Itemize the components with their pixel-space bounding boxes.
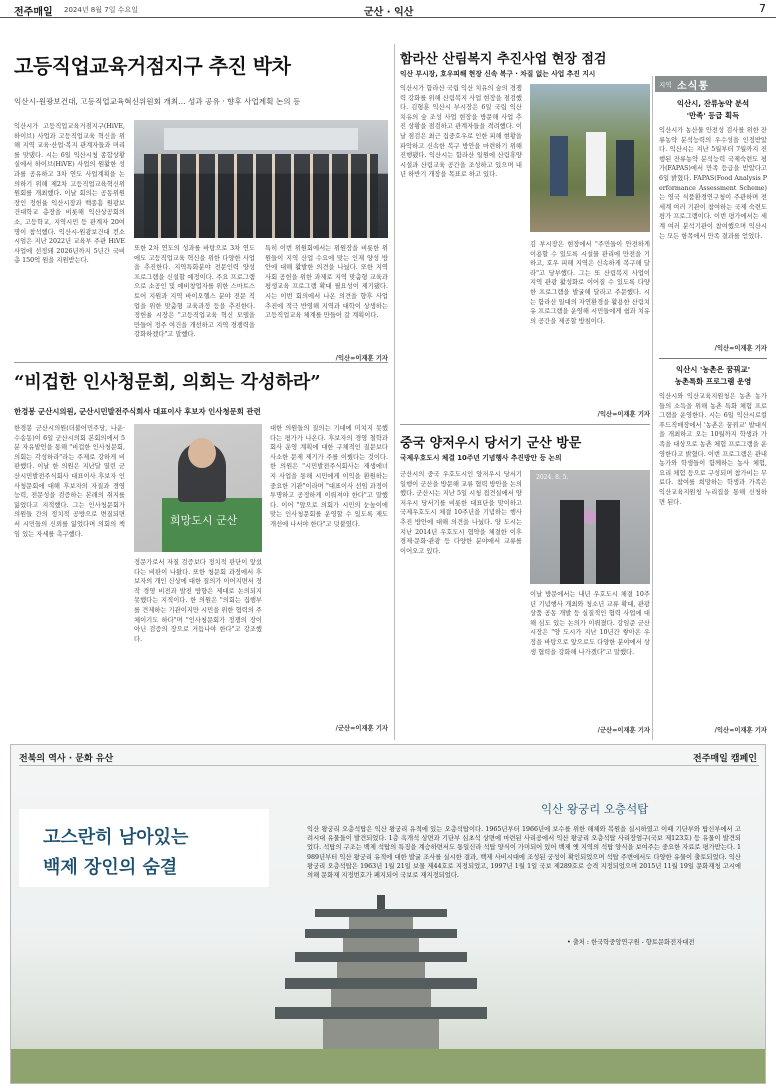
body-column-2: 이날 방문에서는 내년 우호도시 체결 10주년 기념행사 개최와 청소년 교류 확대, 관광 상품 공동 개발 등 실질적인 협력 사업에 대해 심도 있는 논의가 이뤄졌다. 강임준 군산시장은 "양 도시가 지난 10년간 쌓아온 우정을 바탕으로 앞으로도 다양한 분야에서 상생 협력을 강화해 나가겠다"고 말했다. — [530, 591, 650, 656]
site-inspection-photo — [530, 84, 650, 232]
body-column-3: 대한 의원들의 질의는 기대에 미치지 못했다는 평가가 나온다. 후보자의 경영 철학과 회사 운영 계획에 대한 구체적인 질문보다 사소한 문제 제기가 주를 이뤘다는 것이다. 한 의원은 "시민발전주식회사는 재생에너지 사업을 통해 시민에게 이익을 환원하는 중요한 기관"이라며 "대표이사 선임 과정이 투명하고 공정하게 이뤄져야 한다"고 말했다. 이어 "앞으로 의회가 시민의 눈높이에 맞는 인사청문회를 운영할 수 있도록 제도 개선에 나서야 한다"고 덧붙였다. — [270, 425, 388, 528]
divider — [394, 44, 395, 740]
byline: /익산=이재훈 기자 — [597, 411, 650, 418]
campaign-description: 익산 왕궁리 오층석탑은 익산 왕궁리 유적에 있는 오층석탑이다. 1965년부터 1966년에 보수를 위한 해체와 복원을 실시하였고 이때 기단부와 탑신부에서 고려시대 유물들이 발견되었다. 1층 옥개석 상면과 기단부 심초석 상면에 마련된 사리공에서 익산 왕궁리 오층석탑 사리장엄구(국보 제123호) 등 유물이 발견되었다. 석탑의 구조는 백제 석탑의 특징을 계승하면서도 통일신라 석탑 양식이 가미되어 있어 백제 옛 지역의 석탑 양식을 보여주는 중요한 자료로 평가받는다. 1989년부터 익산 왕궁리 유적에 대한 발굴 조사를 실시한 결과, 백제 사비시대에 조성된 궁성이 확인되었으며 석탑 주변에서도 다양한 유물이 출토되었다. 익산 왕궁리 오층석탑은 1963년 1월 21일 보물 제44호로 지정되었고, 1997년 1월 1일 국보 제289호로 승격 지정되었으며 2015년 11월 19일 문화재청 고시에 의해 문화재 지정번호가 폐지되어 국보로 재지정되었다. — [307, 826, 741, 880]
sidebar-header — [655, 76, 767, 92]
people-group — [144, 154, 378, 238]
issue-date: 2024년 8월 7일 수요일 — [64, 6, 138, 14]
headline: “비겁한 인사청문회, 의회는 각성하라” — [14, 372, 321, 393]
body-column-1: 군산시의 중국 우호도시인 양저우시 당서기 일행이 군산을 방문해 교류 협력 방안을 논의했다. 군산시는 지난 5일 시청 접견실에서 양저우시 당서기를 비롯한 대표단을 맞이하고 국제우호도시 체결 10주년을 기념하는 행사 추진 방안에 대해 의견을 나눴다. 양 도시는 지난 2014년 우호도시 협약을 체결한 이후 경제·문화·관광 등 다양한 분야에서 교류를 이어오고 있다. — [400, 471, 522, 555]
sidebar-header-label: 지역 — [659, 81, 672, 89]
pagoda-body-2 — [331, 989, 431, 1007]
councilor-photo — [134, 424, 262, 552]
pagoda-roof-3 — [295, 952, 467, 962]
heritage-campaign — [10, 744, 766, 1084]
body-column-2: 김 부시장은 현장에서 "주민들이 안전하게 이용할 수 있도록 시설물 관리에 만전을 기하고, 호우 피해 지역은 신속하게 복구해 달라"고 당부했다. 그는 또 산림복지 사업이 지역 관광 활성화로 이어질 수 있도록 다양한 프로그램을 발굴해 달라고 주문했다. 시는 함라산 일대의 자연환경을 활용한 산림치유 프로그램을 운영해 시민들에게 쉼과 치유의 공간을 제공할 방침이다. — [530, 241, 650, 325]
subheadline: 익산시-원광보건대, 고등직업교육혁신위원회 개최… 성과 공유 · 향후 사업계획 논의 등 — [14, 97, 301, 106]
meeting-photo — [134, 120, 388, 238]
campaign-source: • 출처 : 한국학중앙연구원 - 향토문화전자대전 — [567, 939, 695, 946]
sidebar-header-title: 소식통 — [677, 81, 709, 92]
pagoda-finial — [377, 895, 385, 909]
body-column-1: 익산시가 함라산 국립 익산 치유의 숲의 경쟁력 강화를 위해 산림복지 사업 현장을 점검했다. 김형훈 익산시 부시장은 6일 국립 익산 치유의 숲 조성 사업 현장을 방문해 사업 추진 상황을 점검하고 관계자들을 격려했다. 이날 점검은 최근 집중호우로 인한 피해 현황을 파악하고 신속한 복구 방안을 마련하기 위해 진행됐다. 익산시는 함라산 일원에 산림휴양 시설과 산림교육 공간을 조성하고 있으며 내년 하반기 개장을 목표로 하고 있다. — [400, 85, 522, 179]
inspector-figure — [550, 136, 568, 196]
paper-name: 전주매일 — [14, 7, 53, 18]
byline: /군산=이재훈 기자 — [597, 727, 650, 734]
divider — [400, 424, 650, 425]
news2-body: 익산시와 익산교육지원청은 농촌 농가들의 소득을 위해 농촌 특화 체험 프로그램을 운영한다. 시는 6일 익산시로컬푸드직매장에서 '농촌은 꿈꿔교' 발대식을 개최하고 오는 10월까지 학생과 가족을 대상으로 농촌 체험 프로그램을 운영한다고 밝혔다. 이번 프로그램은 관내 농가와 학생들이 함께하는 농사 체험, 요리 체험 등으로 구성되며 참가비는 무료다. 참여를 희망하는 학생과 가족은 익산교육지원청 누리집을 통해 신청하면 된다. — [659, 393, 767, 506]
news1-title: 익산시, 잔류농약 분석 — [676, 99, 750, 108]
headline: 함라산 산림복지 추진사업 현장 점검 — [400, 52, 607, 67]
news1-subtitle: '만족' 등급 획득 — [686, 111, 740, 120]
wall-banner — [164, 128, 358, 150]
article-forest-welfare — [400, 44, 650, 424]
visit-photo — [530, 470, 650, 584]
article-yangzhou-visit — [400, 428, 650, 740]
inspector-figure — [616, 140, 634, 196]
pagoda-roof-1 — [275, 1007, 487, 1019]
pagoda-body-4 — [343, 938, 419, 952]
page-number: 7 — [759, 2, 766, 15]
councilor-face — [188, 438, 216, 468]
article-hearing — [14, 366, 388, 736]
body-column-1: 한경봉 군산시의원(더불어민주당, 나운·수송동)이 6일 군산시의회 본회의에서 5분 자유발언을 통해 "비겁한 인사청문회, 의회는 각성하라"라는 주제로 강하게 비판했다. 이날 한 의원은 지난달 열린 군산시민발전주식회사 대표이사 후보자 인사청문회에 대해 후보자의 자질과 경영능력, 전문성을 검증하는 본래의 취지를 잃었다고 지적했다. 그는 인사청문회가 의원들 간의 정치적 공방으로 변질되면서 시민들의 신뢰를 잃었다며 의회의 책임 있는 자세를 촉구했다. — [14, 425, 125, 538]
pagoda-body-3 — [337, 962, 425, 978]
campaign-headline-2: 백제 장인의 숨결 — [43, 857, 178, 878]
local-news-sidebar — [652, 76, 766, 740]
photo-date: 2024. 8. 5. — [536, 474, 569, 481]
pagoda-roof-5 — [315, 909, 447, 917]
campaign-right-label: 전주매일 캠페인 — [693, 754, 757, 764]
podium-sign-text: 희망도시 군산 — [170, 514, 238, 527]
pagoda-roof-4 — [305, 929, 457, 938]
pagoda-roof-2 — [285, 978, 477, 989]
news2-title: 익산시 '농촌은 꿈꿔교' — [676, 365, 750, 374]
subject-title: 익산 왕궁리 오층석탑 — [541, 802, 649, 816]
byline: /군산=이재훈 기자 — [335, 725, 388, 732]
body-column-2: 정문가로서 자질 검증보다 정치적 판단이 앞섰다는 비판이 나왔다. 또한 청문회 과정에서 후보자의 개인 신상에 대한 질의가 이어지면서 정작 경영 비전과 발전 방향은 제대로 논의되지 못했다는 지적이다. 한 의원은 "의회는 집행부를 견제하는 기관이지만 시민을 위한 협력의 주체이기도 하다"며 "인사청문회가 정쟁의 장이 아닌 검증의 장으로 거듭나야 한다"고 강조했다. — [134, 559, 262, 643]
divider — [659, 358, 767, 359]
official-figure — [596, 500, 620, 584]
body-column-2: 또한 2차 연도의 성과를 바탕으로 3차 연도에도 고등직업교육 혁신을 위한 다양한 사업을 추진한다. 지역특화분야 전문인력 양성 프로그램을 신설할 예정이다. 주요 프로그램으로 소공인 및 예비창업자를 위한 스마트스토어 지원과 지역 바이오헬스 분야 전문 직업을 위한 맞춤형 교육과정 등을 추진한다. 정헌율 시장은 "고등직업교육 혁신 모델을 만들어 정주 여건을 개선하고 지역 경쟁력을 강화하겠다"고 말했다. — [134, 245, 255, 339]
news2-byline: /익산=이재훈 기자 — [714, 727, 767, 734]
campaign-left-label: 전북의 역사 · 문화 유산 — [19, 754, 114, 764]
divider — [14, 362, 388, 363]
inspector-figure — [586, 132, 606, 196]
headline: 고등직업교육거점지구 추진 박차 — [14, 54, 291, 78]
news1-byline: /익산=이재훈 기자 — [714, 345, 767, 352]
section-name: 군산 · 익산 — [364, 7, 414, 18]
subheadline: 익산 부시장, 호우피해 현장 신속 복구 · 차질 없는 사업 추진 지시 — [400, 70, 596, 78]
podium-sign — [162, 498, 262, 552]
news2-subtitle: 농촌특화 프로그램 운영 — [674, 377, 752, 386]
official-figure — [560, 500, 584, 584]
news1-body: 익산시가 농산물 안전성 검사를 위한 잔류농약 분석능력의 우수성을 인정받았다. 익산시는 지난 5월부터 7월까지 진행된 잔류농약 분석능력 국제숙련도 평가(FAPAS)에서 만족 등급을 받았다고 6일 밝혔다. FAPAS(Food Analysis Performance Assessment Scheme)는 영국 식품환경연구청이 주관하며 전 세계 여러 기관이 참여하는 국제 숙련도 평가 프로그램이다. 이번 평가에서는 세계 여러 분석기관이 참여했으며 익산시는 모든 항목에서 만족 결과를 얻었다. — [659, 127, 767, 240]
subheadline: 한경봉 군산시의원, 군산시민발전주식회사 대표이사 후보자 인사청문회 관련 — [14, 407, 261, 416]
byline: /익산=이재훈 기자 — [335, 355, 388, 362]
article-vocational-education — [14, 44, 388, 368]
pagoda-body-5 — [349, 917, 413, 929]
body-column-1: 익산시가 고등직업교육거점지구(HiVE, 하이브) 사업과 고등직업교육 혁신을 위해 지역 교육·산업·복지 관계자들과 머리를 맞댔다. 시는 6일 익산시청 종합상황실에서 하이브(HiVE) 사업의 원활한 성과를 공유하고 3차 연도 사업계획을 논의하기 위해 제2차 고등직업교육혁신위원회를 개최했다. 이날 회의는 공동위원장인 정헌율 익산시장과 백종흠 원광보건대학교 총장을 비롯해 익산상공회의소, 고등학교, 지역시민 등 관계자 20여 명이 참석했다. 익산시-원광보건대 컨소시엄은 지난 2022년 교육부 주관 HiVE 사업에 선정돼 2026년까지 5년간 국비 총 150억 원을 지원받는다. — [14, 123, 125, 265]
grass-ground — [11, 1049, 766, 1084]
masthead — [0, 0, 776, 18]
body-column-3: 특히 이번 위원회에서는 위원장을 비롯한 위원들이 지역 산업 수요에 맞는 인재 양성 방안에 대해 활발한 의견을 나눴다. 또한 지역사회 공헌을 위한 과제로 지역 맞춤형 교육과 평생교육 프로그램 확대 필요성이 제기됐다. 시는 이번 회의에서 나온 의견을 향후 사업 추진에 적극 반영해 지역과 대학이 상생하는 고등직업교육 체계를 만들어 갈 계획이다. — [265, 245, 388, 320]
headline: 중국 양저우시 당서기 군산 방문 — [400, 436, 582, 451]
campaign-headline-1: 고스란히 남아있는 — [43, 827, 189, 848]
label-underline — [19, 765, 759, 766]
subheadline: 국제우호도시 체결 10주년 기념행사 추진방안 등 논의 — [400, 454, 562, 462]
